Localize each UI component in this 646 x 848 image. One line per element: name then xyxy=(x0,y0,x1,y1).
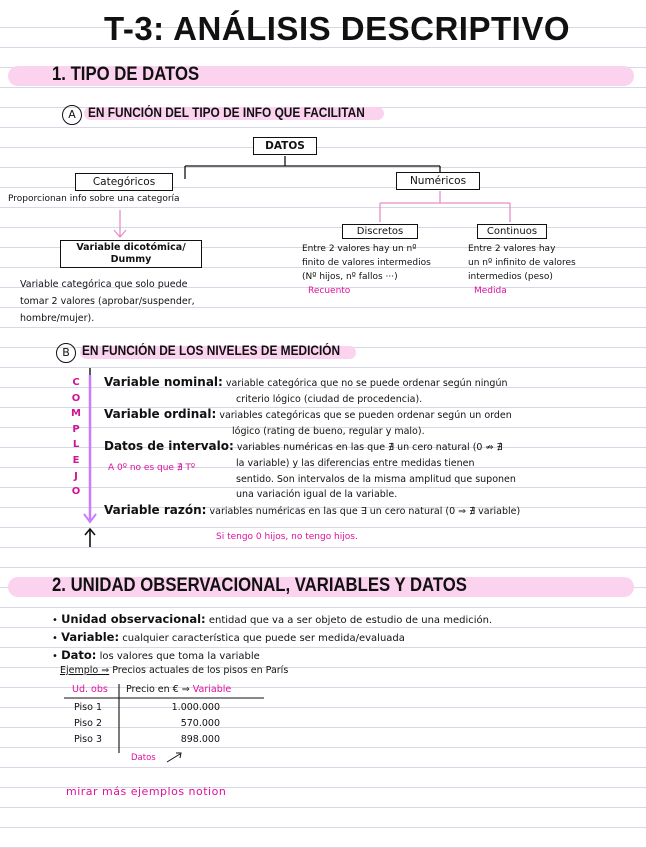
level-nominal: Variable nominal: variable categórica que no se puede ordenar según ningún xyxy=(104,375,508,389)
table-units xyxy=(74,700,102,748)
bullet-unidad: • Unidad observacional: entidad que va a ser objeto de estudio de una medición. xyxy=(52,612,493,626)
col-price-header: Precio en € ⇒ Variable xyxy=(126,684,232,695)
box-numericos: Numéricos xyxy=(396,172,480,190)
badge-b: B xyxy=(56,343,76,363)
sub-b-title: B EN FUNCIÓN DE LOS NIVELES DE MEDICIÓN xyxy=(56,341,375,363)
table-row: Piso 3 xyxy=(74,734,102,745)
example-line: Ejemplo ⇒ Precios actuales de los pisos en París xyxy=(60,665,289,676)
table-cell: 570.000 xyxy=(180,718,220,729)
discretos-desc: Entre 2 valores hay un nº finito de valores intermedios (Nº hijos, nº fallos ···) Recuento xyxy=(302,244,431,296)
continuos-desc: Entre 2 valores hay un nº infinito de valores intermedios (peso) Medida xyxy=(468,244,576,296)
razon-note: Si tengo 0 hijos, no tengo hijos. xyxy=(216,532,358,542)
level-intervalo: Datos de intervalo: variables numéricas en las que ∄ un cero natural (0 ⇏ ∄ xyxy=(104,439,503,454)
intervalo-note: A 0º no es que ∄ Tº xyxy=(108,463,196,473)
discretos-example: Recuento xyxy=(308,286,351,296)
table-prices xyxy=(150,700,220,748)
box-discretos: Discretos xyxy=(342,224,418,239)
page-title: T-3: ANÁLISIS DESCRIPTIVO xyxy=(104,10,570,47)
continuos-example: Medida xyxy=(474,286,507,296)
badge-a: A xyxy=(62,105,82,125)
table-cell: 1.000.000 xyxy=(171,702,220,713)
bullet-variable: • Variable: cualquier característica que puede ser medida/evaluada xyxy=(52,630,405,644)
dicotomica-desc: Variable categórica que solo puede tomar 2 valores (aprobar/suspender, hombre/mujer). xyxy=(20,279,195,324)
measurement-levels: Variable nominal: variable categórica que no se puede ordenar según ningún criterio lógico (ciudad de procedencia). Variable ordinal: variables categóricas que se pueden ordenar según un orden lógico (rating de bueno, regular y malo). Datos de intervalo: variables numéricas en las que ∄ un cero natural (0 ⇏ ∄ la variable) y las diferencias entre medidas tienen sentido. Son intervalos de la misma amplitud que suponen una variación igual de la variable. Variable razón: variables numéricas en las que ∃ un cero natural (0 ⇒ ∄ variable) xyxy=(104,375,520,519)
complejo-vertical: C O M P L E J O xyxy=(71,377,81,498)
box-datos: DATOS xyxy=(253,137,317,155)
categoricos-desc: Proporcionan info sobre una categoría xyxy=(8,194,180,204)
section1-heading: 1. TIPO DE DATOS xyxy=(52,64,200,85)
level-razon: Variable razón: variables numéricas en las que ∃ un cero natural (0 ⇒ ∄ variable) xyxy=(104,502,521,517)
bullet-dato: • Dato: los valores que toma la variable xyxy=(52,648,260,662)
more-examples-note: mirar más ejemplos notion xyxy=(66,785,227,798)
col-unit-header: Ud. obs xyxy=(72,684,108,695)
level-ordinal: Variable ordinal: variables categóricas que se pueden ordenar según un orden xyxy=(104,407,512,422)
table-row: Piso 2 xyxy=(74,718,102,729)
datos-label: Datos xyxy=(131,753,156,763)
section2-heading: 2. UNIDAD OBSERVACIONAL, VARIABLES Y DATOS xyxy=(52,575,467,596)
box-dicotomica: Variable dicotómica/ Dummy xyxy=(60,240,202,268)
sub-a-title: A EN FUNCIÓN DEL TIPO DE INFO QUE FACILITAN xyxy=(62,103,403,125)
table-cell: 898.000 xyxy=(180,734,220,745)
table-row: Piso 1 xyxy=(74,702,102,713)
box-categoricos: Categóricos xyxy=(75,173,173,191)
box-continuos: Continuos xyxy=(477,224,547,239)
